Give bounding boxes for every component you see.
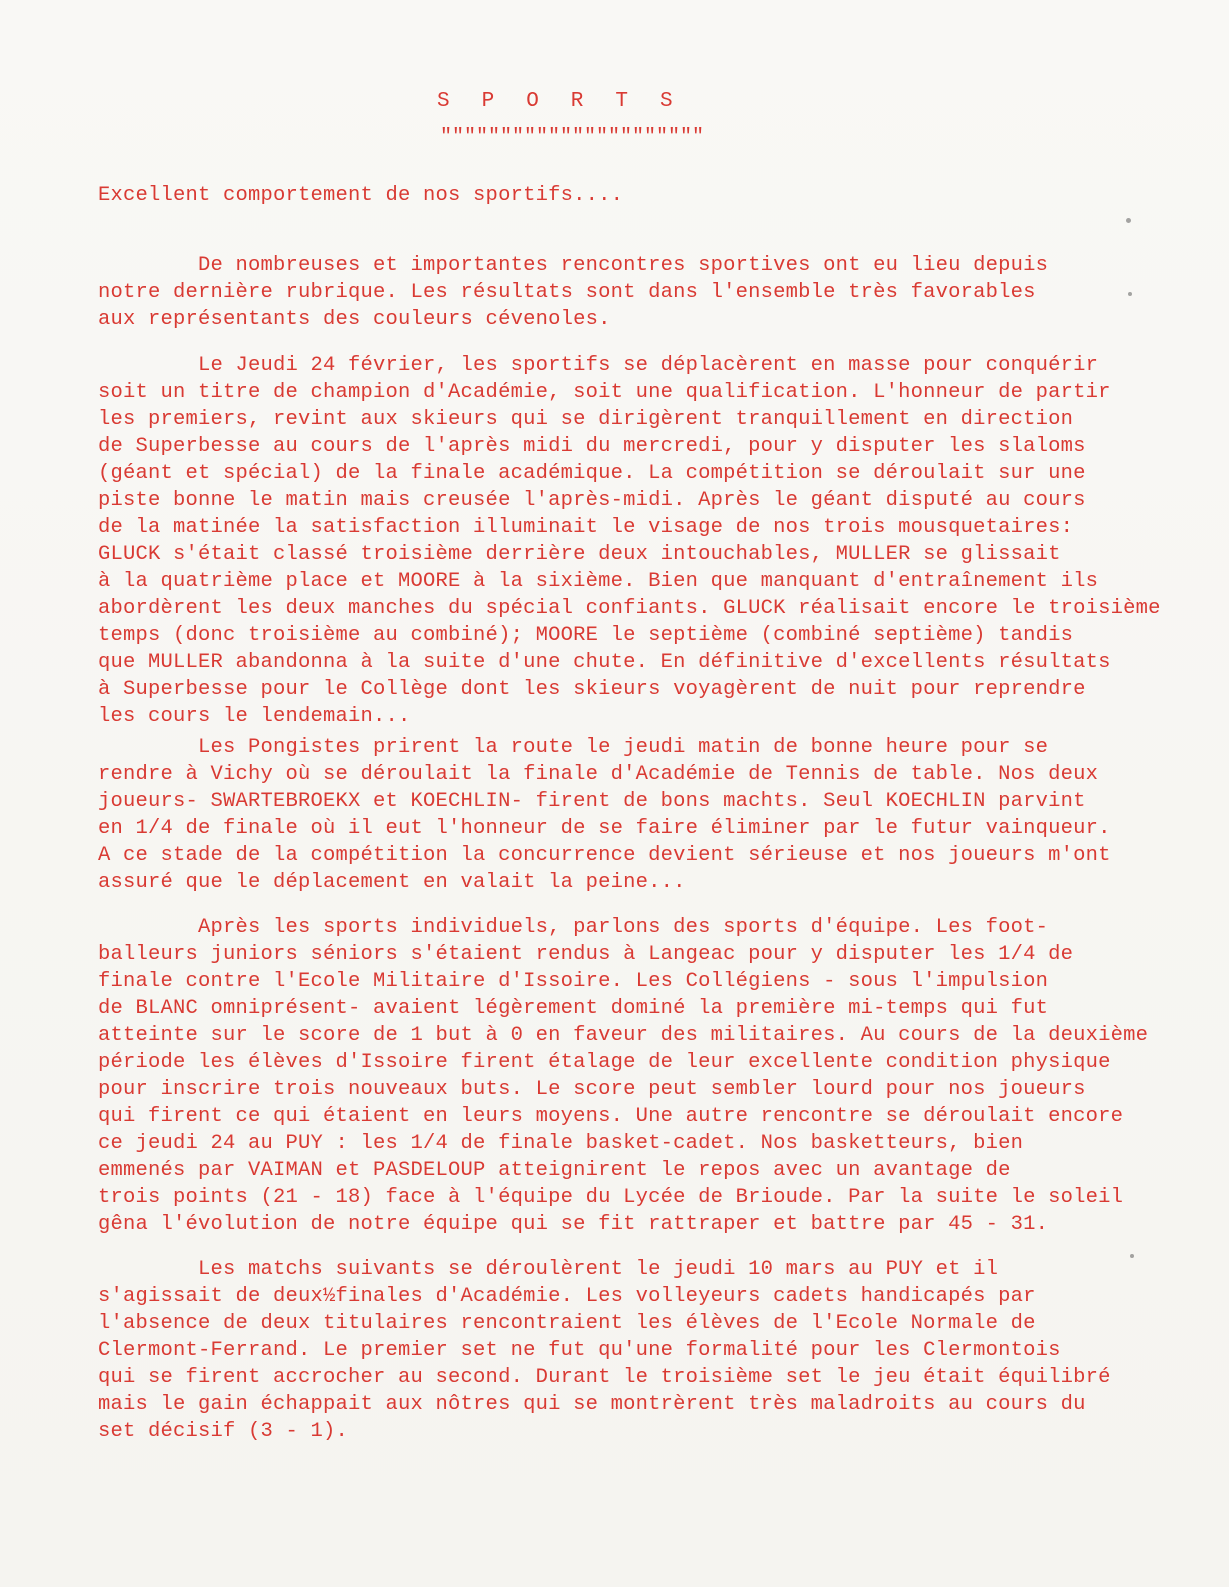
text-line: les cours le lendemain... bbox=[98, 705, 411, 728]
text-line: que MULLER abandonna à la suite d'une chute. En définitive d'excellents résultats bbox=[98, 651, 1111, 674]
text-line: aux représentants des couleurs cévenoles. bbox=[98, 308, 611, 331]
text-line: notre dernière rubrique. Les résultats sont dans l'ensemble très favorables bbox=[98, 281, 1036, 304]
text-line: Les matchs suivants se déroulèrent le jeudi 10 mars au PUY et il bbox=[98, 1258, 999, 1281]
text-line: finale contre l'Ecole Militaire d'Issoire. Les Collégiens - sous l'impulsion bbox=[98, 970, 1049, 993]
text-line: piste bonne le matin mais creusée l'après-midi. Après le géant disputé au cours bbox=[98, 489, 1086, 512]
text-line: mais le gain échappait aux nôtres qui se montrèrent très maladroits au cours du bbox=[98, 1393, 1086, 1416]
text-line: ce jeudi 24 au PUY : les 1/4 de finale basket-cadet. Nos basketteurs, bien bbox=[98, 1132, 1024, 1155]
text-line: Après les sports individuels, parlons des sports d'équipe. Les foot- bbox=[98, 916, 1049, 939]
text-line: gêna l'évolution de notre équipe qui se fit rattraper et battre par 45 - 31. bbox=[98, 1213, 1049, 1236]
text-line: rendre à Vichy où se déroulait la finale d'Académie de Tennis de table. Nos deux bbox=[98, 763, 1099, 786]
paragraph-intro bbox=[98, 252, 1098, 333]
page-title: SPORTS bbox=[437, 90, 705, 113]
text-line: joueurs- SWARTEBROEKX et KOECHLIN- firent de bons machts. Seul KOECHLIN parvint bbox=[98, 790, 1086, 813]
text-line: Le Jeudi 24 février, les sportifs se déplacèrent en masse pour conquérir bbox=[98, 354, 1099, 377]
title-underline: """""""""""""""""""""" bbox=[440, 126, 705, 149]
text-line: soit un titre de champion d'Académie, soit une qualification. L'honneur de partir bbox=[98, 381, 1111, 404]
text-line: (géant et spécial) de la finale académique. La compétition se déroulait sur une bbox=[98, 462, 1086, 485]
paragraph-table-tennis bbox=[98, 734, 1111, 896]
text-line: les premiers, revint aux skieurs qui se dirigèrent tranquillement en direction bbox=[98, 408, 1074, 431]
text-line: de Superbesse au cours de l'après midi du mercredi, pour y disputer les slaloms bbox=[98, 435, 1086, 458]
text-line: Les Pongistes prirent la route le jeudi matin de bonne heure pour se bbox=[98, 736, 1049, 759]
paper-speck bbox=[1128, 292, 1132, 296]
paragraph-volleyball bbox=[98, 1256, 1111, 1445]
text-line: balleurs juniors séniors s'étaient rendus à Langeac pour y disputer les 1/4 de bbox=[98, 943, 1074, 966]
text-line: A ce stade de la compétition la concurrence devient sérieuse et nos joueurs m'ont bbox=[98, 844, 1111, 867]
text-line: GLUCK s'était classé troisième derrière deux intouchables, MULLER se glissait bbox=[98, 543, 1061, 566]
text-line: pour inscrire trois nouveaux buts. Le score peut sembler lourd pour nos joueurs bbox=[98, 1078, 1086, 1101]
paragraph-skiing bbox=[98, 352, 1161, 730]
text-line: emmenés par VAIMAN et PASDELOUP atteignirent le repos avec un avantage de bbox=[98, 1159, 1011, 1182]
text-line: De nombreuses et importantes rencontres sportives ont eu lieu depuis bbox=[98, 254, 1049, 277]
text-line: qui firent ce qui étaient en leurs moyens. Une autre rencontre se déroulait encore bbox=[98, 1105, 1124, 1128]
paper-speck bbox=[1126, 218, 1131, 223]
text-line: assuré que le déplacement en valait la peine... bbox=[98, 871, 686, 894]
text-line: s'agissait de deux½finales d'Académie. Les volleyeurs cadets handicapés par bbox=[98, 1285, 1036, 1308]
text-line: qui se firent accrocher au second. Durant le troisième set le jeu était équilibré bbox=[98, 1366, 1111, 1389]
text-line: atteinte sur le score de 1 but à 0 en faveur des militaires. Au cours de la deuxième bbox=[98, 1024, 1149, 1047]
text-line: à la quatrième place et MOORE à la sixième. Bien que manquant d'entraînement ils bbox=[98, 570, 1099, 593]
text-line: en 1/4 de finale où il eut l'honneur de se faire éliminer par le futur vainqueur. bbox=[98, 817, 1111, 840]
text-line: de la matinée la satisfaction illuminait le visage de nos trois mousquetaires: bbox=[98, 516, 1074, 539]
text-line: set décisif (3 - 1). bbox=[98, 1420, 349, 1443]
text-line: trois points (21 - 18) face à l'équipe du Lycée de Brioude. Par la suite le soleil bbox=[98, 1186, 1124, 1209]
text-line: à Superbesse pour le Collège dont les skieurs voyagèrent de nuit pour reprendre bbox=[98, 678, 1086, 701]
text-line: de BLANC omniprésent- avaient légèrement dominé la première mi-temps qui fut bbox=[98, 997, 1049, 1020]
paragraph-team-sports bbox=[98, 914, 1149, 1238]
text-line: Clermont-Ferrand. Le premier set ne fut qu'une formalité pour les Clermontois bbox=[98, 1339, 1061, 1362]
paper-speck bbox=[1130, 1254, 1134, 1258]
text-line: abordèrent les deux manches du spécial confiants. GLUCK réalisait encore le troisième bbox=[98, 597, 1161, 620]
section-heading: Excellent comportement de nos sportifs.... bbox=[98, 184, 624, 207]
text-line: l'absence de deux titulaires rencontraient les élèves de l'Ecole Normale de bbox=[98, 1312, 1036, 1335]
text-line: temps (donc troisième au combiné); MOORE le septième (combiné septième) tandis bbox=[98, 624, 1074, 647]
text-line: période les élèves d'Issoire firent étalage de leur excellente condition physique bbox=[98, 1051, 1111, 1074]
